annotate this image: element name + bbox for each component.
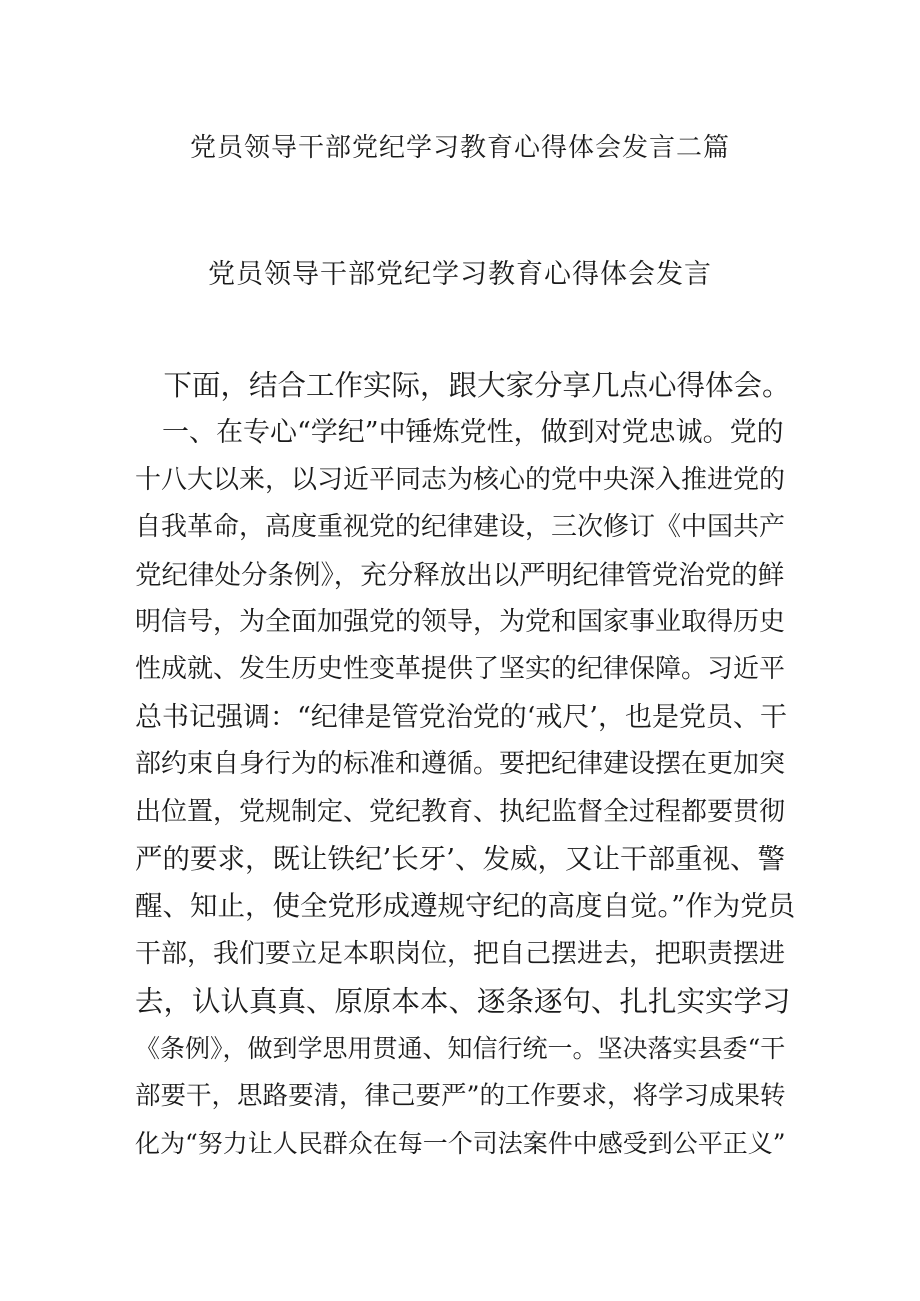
body-text <box>135 362 795 1168</box>
body-line: 党纪律处分条例》，充分释放出以严明纪律管党治党的鲜 <box>135 559 785 591</box>
body-line: 性成就、发生历史性变革提供了坚实的纪律保障。习近平 <box>135 654 786 685</box>
document-title: 党员领导干部党纪学习教育心得体会发言二篇 <box>189 133 730 163</box>
body-line: 严的要求，既让铁纪’长牙’、发威，又让干部重视、警 <box>135 842 785 875</box>
body-line: 部约束自身行为的标准和遵循。要把纪律建设摆在更加突 <box>135 749 786 780</box>
body-line: 醒、知止，使全党形成遵规守纪的高度自觉。”作为党员 <box>135 890 796 923</box>
body-line: 自我革命，高度重视党的纪律建设，三次修订《中国共产 <box>135 512 786 543</box>
body-line: 总书记强调：“纪律是管党治党的‘戒尺’，也是党员、干 <box>135 701 787 733</box>
body-line: 干部，我们要立足本职岗位，把自己摆进去，把职责摆进 <box>135 938 786 969</box>
body-line: 部要干，思路要清，律己要严”的工作要求，将学习成果转 <box>135 1080 786 1111</box>
body-line: 去，认认真真、原原本本、逐条逐句、扎扎实实学习 <box>135 985 791 1019</box>
body-line: 明信号，为全面加强党的领导，为党和国家事业取得历史 <box>135 606 786 637</box>
body-line: 十八大以来，以习近平同志为核心的党中央深入推进党的 <box>135 464 786 495</box>
body-line: 下面，结合工作实际，跟大家分享几点心得体会。 <box>135 369 791 402</box>
body-line: 一、在专心“学纪”中锤炼党性，做到对党忠诚。党的 <box>135 417 784 449</box>
body-line: 《条例》，做到学思用贯通、知信行统一。坚决落实县委“干 <box>135 1034 786 1064</box>
body-line: 化为“努力让人民群众在每一个司法案件中感受到公平正义” <box>135 1129 786 1159</box>
body-line: 出位置，党规制定、党纪教育、执纪监督全过程都要贯彻 <box>135 796 786 827</box>
section-title: 党员领导干部党纪学习教育心得体会发言 <box>208 259 712 290</box>
